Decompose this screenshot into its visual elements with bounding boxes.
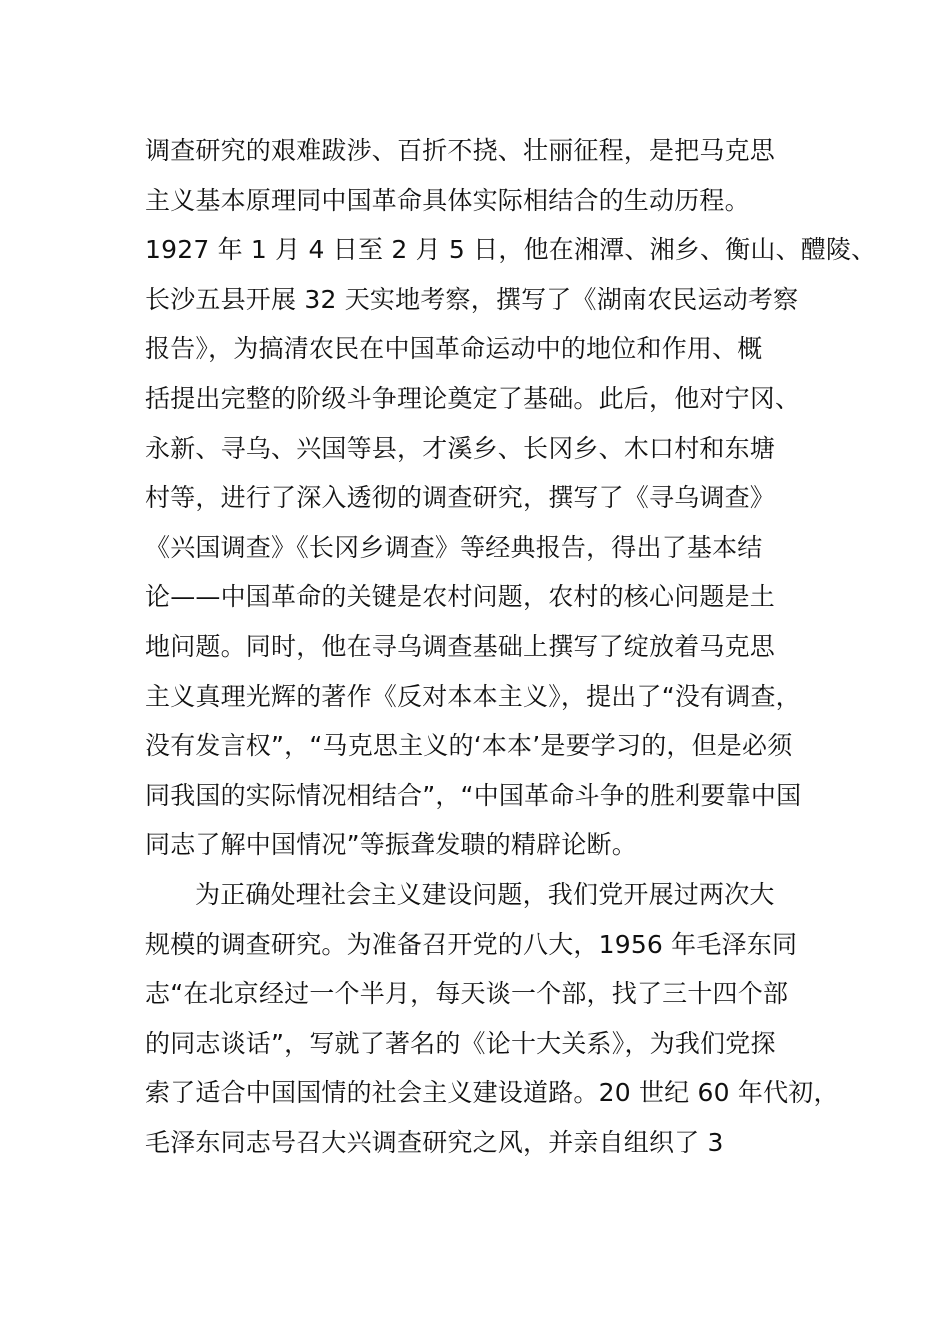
text-line: 主义真理光辉的著作《反对本本主义》，提出了“没有调查， [145, 681, 801, 711]
body-text [145, 126, 877, 1167]
text-line: 括提出完整的阶级斗争理论奠定了基础。此后，他对宁冈、 [145, 383, 801, 413]
text-line: 《兴国调查》《长冈乡调查》等经典报告，得出了基本结 [145, 532, 763, 562]
text-line: 志“在北京经过一个半月，每天谈一个部，找了三十四个部 [145, 979, 789, 1009]
text-line: 永新、寻乌、兴国等县，才溪乡、长冈乡、木口村和东塘 [145, 433, 776, 463]
text-line: 同我国的实际情况相结合”，“中国革命斗争的胜利要靠中国 [145, 780, 802, 810]
text-line: 调查研究的艰难跋涉、百折不挠、壮丽征程，是把马克思 [145, 136, 776, 165]
text-line: 地问题。同时，他在寻乌调查基础上撰写了绽放着马克思 [145, 631, 776, 661]
text-line: 主义基本原理同中国革命具体实际相结合的生动历程。 [145, 185, 750, 215]
text-line: 长沙五县开展 32 天实地考察，撰写了《湖南农民运动考察 [145, 284, 799, 314]
paragraph-first-line: 为正确处理社会主义建设问题，我们党开展过两次大 [195, 879, 775, 909]
text-line: 规模的调查研究。为准备召开党的八大，1956 年毛泽东同 [145, 929, 798, 959]
text-line: 1927 年 1 月 4 日至 2 月 5 日，他在湘潭、湘乡、衡山、醴陵、 [145, 235, 877, 265]
text-line: 没有发言权”，“马克思主义的‘本本’是要学习的，但是必须 [145, 731, 793, 761]
text-line: 村等，进行了深入透彻的调查研究，撰写了《寻乌调查》 [145, 483, 776, 513]
text-line: 论——中国革命的关键是农村问题，农村的核心问题是土 [145, 582, 776, 612]
text-line: 报告》，为搞清农民在中国革命运动中的地位和作用、概 [145, 334, 763, 364]
text-line: 的同志谈话”，写就了著名的《论十大关系》，为我们党探 [145, 1028, 776, 1058]
text-line: 索了适合中国国情的社会主义建设道路。20 世纪 60 年代初， [145, 1078, 839, 1108]
text-line: 毛泽东同志号召大兴调查研究之风，并亲自组织了 3 [145, 1127, 724, 1157]
text-line: 同志了解中国情况”等振聋发聩的精辟论断。 [145, 830, 637, 860]
